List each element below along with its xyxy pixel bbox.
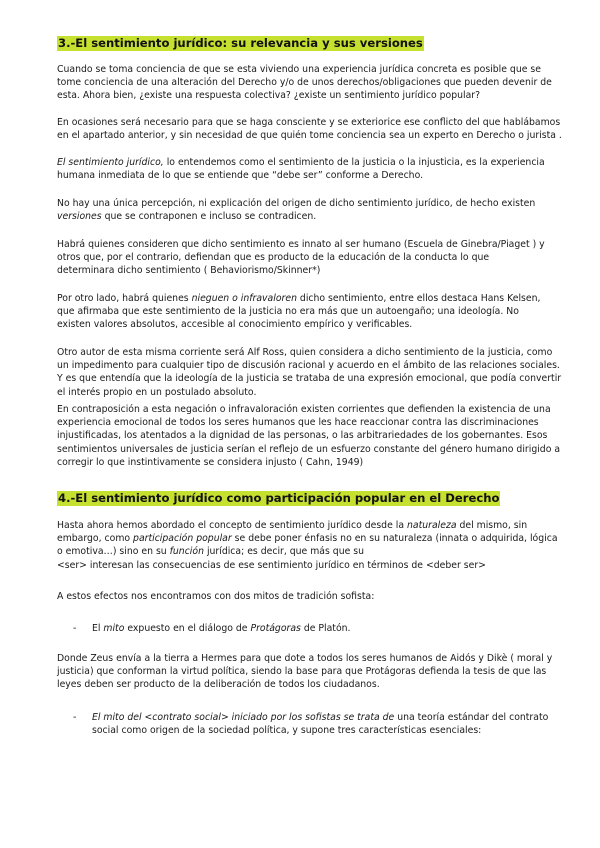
paragraph-line	[57, 292, 545, 305]
paragraph-kelsen	[57, 292, 545, 332]
paragraph-versions	[57, 197, 545, 223]
text-run: dicho sentimiento, entre ellos destaca Hans Kelsen,	[296, 293, 541, 304]
paragraph-line: sentimientos universales de justicia serían el reflejo de un esfuerzo constante del género humano dirigido a	[57, 443, 561, 455]
paragraph-line: determinara dicho sentimiento ( Behaviorismo/Skinner*)	[57, 265, 321, 277]
paragraph-myths-intro	[57, 590, 545, 603]
emphasis-text: El sentimiento jurídico,	[57, 157, 164, 168]
paragraph-line: otros que, por el contrario, defiendan que es producto de la educación de la conducta lo que	[57, 252, 490, 264]
paragraph-line: existen valores absolutos, accesible al conocimiento empírico y verificables.	[57, 319, 413, 331]
paragraph-line	[57, 532, 558, 545]
paragraph-line	[57, 210, 545, 223]
paragraph-line: Habrá quienes consideren que dicho sentimiento es innato al ser humano (Escuela de Ginebra/Piaget ) y	[57, 239, 545, 250]
paragraph-line: Cuando se toma conciencia de que se esta viviendo una experiencia jurídica concreta es posible que se	[57, 64, 541, 75]
paragraph-line: Y es que entendía que la ideología de la justicia se trataba de una expresión emocional, que podía convertir	[57, 373, 562, 385]
bullet-item-protagoras	[92, 622, 351, 635]
paragraph-line: injustificadas, los atentados a la dignidad de las personas, o las arbitrariedades de los gobernantes. Esos	[57, 430, 548, 442]
emphasis-text: mito	[103, 623, 125, 634]
paragraph-line: Donde Zeus envía a la tierra a Hermes para que dote a todos los seres humanos de Aidós y Dikè ( moral y	[57, 653, 553, 664]
paragraph-line: experiencia emocional de todos los seres humanos que les hace reaccionar contra las discriminaciones	[57, 417, 539, 429]
text-run: Hasta ahora hemos abordado el concepto de sentimiento jurídico desde la	[57, 520, 407, 531]
paragraph-line: En contraposición a esta negación o infravaloración existen corrientes que defienden la existencia de una	[57, 404, 551, 415]
text-run: jurídica; es decir, que más que su	[203, 546, 364, 558]
paragraph-participation	[57, 519, 558, 572]
paragraph-line: que afirmaba que este sentimiento de la justicia no era más que un autoengaño; una ideología. No	[57, 306, 519, 318]
paragraph-line: el interés propio en un postulado absoluto.	[57, 386, 257, 398]
text-run: del mismo, sin	[456, 520, 528, 531]
bullet-dash: -	[73, 623, 77, 634]
paragraph-cahn	[57, 403, 561, 469]
text-run: de Platón.	[300, 623, 351, 634]
emphasis-text: función	[169, 546, 204, 558]
paragraph-line: No hay una única percepción, ni explicación del origen de dicho sentimiento jurídico, de hecho existen	[57, 198, 536, 209]
text-run: lo entendemos como el sentimiento de la justicia o la injusticia, es la experiencia	[163, 157, 545, 168]
text-run: Por otro lado, habrá quienes	[57, 293, 192, 304]
paragraph-line: social como origen de la sociedad política, y supone tres características esenciales:	[92, 725, 482, 737]
paragraph-intro	[57, 63, 552, 103]
paragraph-line: <ser> interesan las consecuencias de ese sentimiento jurídico en términos de <deber ser>	[57, 559, 486, 571]
emphasis-text: nieguen o infravaloren	[191, 293, 297, 304]
paragraph-line: esta. Ahora bien, ¿existe una respuesta colectiva? ¿existe un sentimiento jurídico popular?	[57, 90, 481, 102]
paragraph-line: tome conciencia de una alteración del Derecho y/o de unos derechos/obligaciones que pueden devenir de	[57, 77, 552, 89]
paragraph-line	[57, 545, 545, 558]
emphasis-text: versiones	[57, 211, 102, 223]
text-run: expuesto en el diálogo de	[124, 623, 251, 634]
section-4-heading: 4.-El sentimiento jurídico como participación popular en el Derecho	[58, 491, 500, 505]
paragraph-line: Otro autor de esta misma corriente será Alf Ross, quien considera a dicho sentimiento de la justicia, como	[57, 347, 553, 358]
text-run: que se contraponen e incluso se contradicen.	[101, 211, 317, 223]
emphasis-text: Protágoras	[250, 623, 301, 634]
paragraph-line: humana inmediata de lo que se entiende que “debe ser” conforme a Derecho.	[57, 170, 424, 182]
paragraph-conflict	[57, 116, 562, 142]
paragraph-line: un impedimento para cualquier tipo de discusión racional y acuerdo en el ámbito de las relaciones sociales.	[57, 360, 560, 372]
text-run: se debe poner énfasis no en su naturaleza (innata o adquirida, lógica	[231, 533, 558, 545]
paragraph-zeus	[57, 652, 553, 692]
paragraph-line: justicia) que conforman la virtud política, siendo la base para que Protágoras defienda la tesis de que las	[57, 666, 547, 678]
bullet-dash: -	[73, 712, 77, 723]
paragraph-line: A estos efectos nos encontramos con dos mitos de tradición sofista:	[57, 591, 375, 602]
paragraph-line	[92, 711, 547, 724]
section-3-heading: 3.-El sentimiento jurídico: su relevancia y sus versiones	[58, 36, 423, 50]
emphasis-text: El mito del <contrato social> iniciado por los sofistas se trata de	[92, 712, 395, 723]
paragraph-line	[57, 519, 545, 532]
bullet-item-social-contract	[92, 711, 547, 737]
text-run: una teoría estándar del contrato	[394, 712, 549, 723]
paragraph-line: corregir lo que instintivamente se considera injusto ( Cahn, 1949)	[57, 456, 364, 468]
paragraph-innate	[57, 238, 545, 278]
text-run: o emotiva…) sino en su	[57, 546, 170, 558]
paragraph-line: en el apartado anterior, y sin necesidad de que quién tome conciencia sea un experto en Derecho o jurista .	[57, 130, 562, 142]
text-run: embargo, como	[57, 533, 134, 545]
emphasis-text: naturaleza	[407, 520, 457, 531]
paragraph-line	[57, 156, 545, 169]
emphasis-text: participación popular	[133, 533, 232, 545]
text-run: El	[92, 623, 104, 634]
paragraph-line: leyes deben ser producto de la deliberación de todos los ciudadanos.	[57, 679, 380, 691]
paragraph-line: En ocasiones será necesario para que se haga consciente y se exteriorice ese conflicto del que hablábamos	[57, 117, 561, 128]
paragraph-definition	[57, 156, 545, 182]
paragraph-ross	[57, 346, 562, 399]
